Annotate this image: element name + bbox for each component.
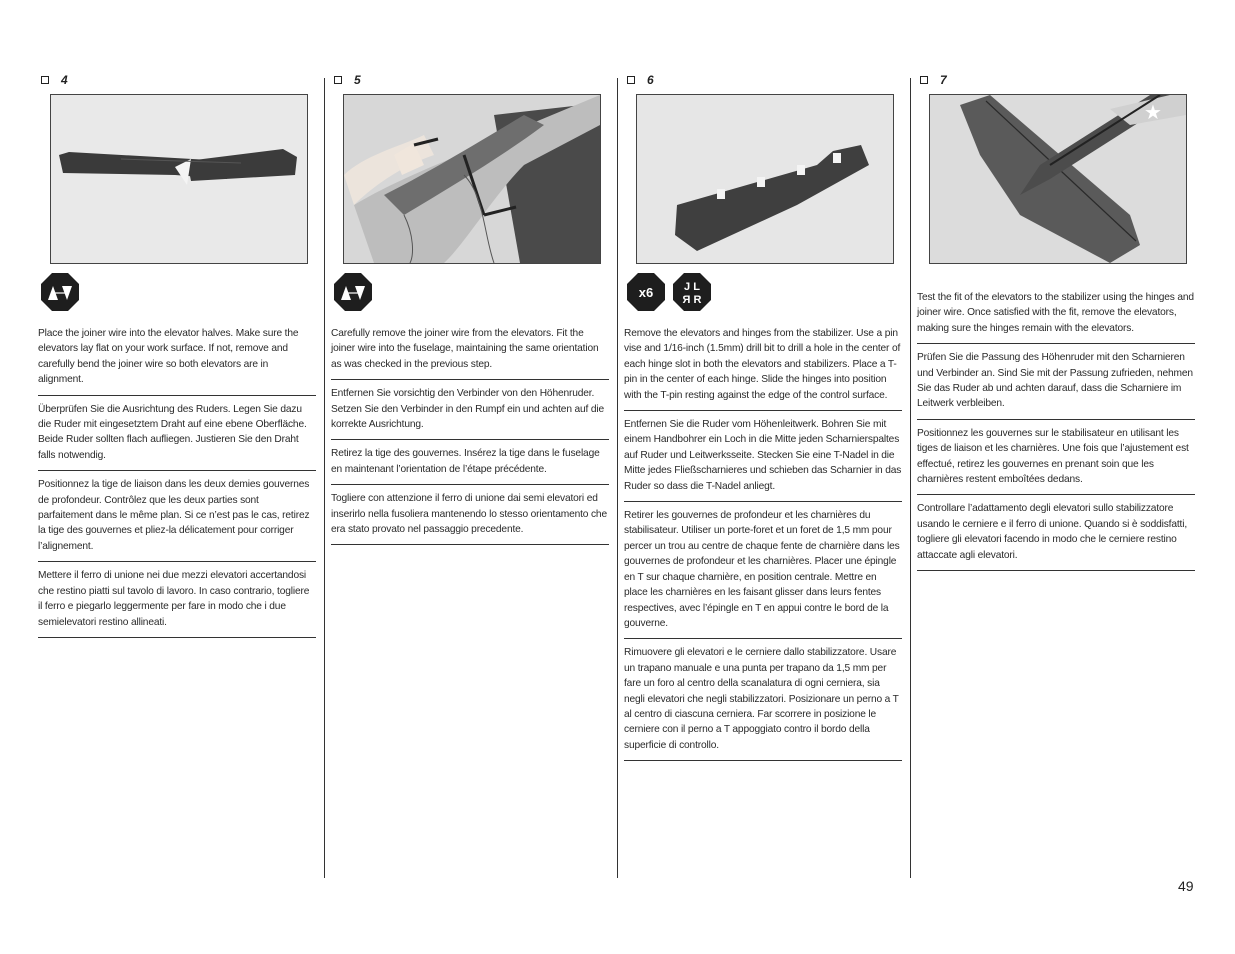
step-photo-stabilizer-fit <box>929 94 1187 264</box>
paragraph-english: Place the joiner wire into the elevator halves. Make sure the elevators lay flat on your work surface. If not, remove and carefully bend the joiner wire so both elevators are in alignment. <box>38 326 316 396</box>
step-header <box>917 70 1197 90</box>
tpin-icon <box>672 272 712 312</box>
instruction-text <box>917 290 1195 571</box>
step-number: 4 <box>61 73 68 87</box>
step-4 <box>38 70 318 628</box>
paragraph-german: Prüfen Sie die Passung des Höhenruder mit den Scharnieren und Verbinder an. Sind Sie mit der Passung zufrieden, nehmen Sie das Ruder ab und achten darauf, dass die Scharniere im Leitwerk verbleiben. <box>917 344 1195 420</box>
step-photo-fuselage-joiner <box>343 94 601 264</box>
step-checkbox[interactable] <box>627 76 635 84</box>
step-header <box>624 70 904 90</box>
paragraph-german: Entfernen Sie die Ruder vom Höhenleitwerk. Bohren Sie mit einem Handbohrer ein Loch in die Mitte jeden Scharnierspaltes auf Ruder und Leitwerksseite. Stecken Sie eine T-Nadel in die Mitte jedes Fließscharnieres und schieben das Scharnier in das Ruder so dass die T-Nadel anliegt. <box>624 411 902 502</box>
paragraph-italian: Mettere il ferro di unione nei due mezzi elevatori accertandosi che restino piatti sul tavolo di lavoro. In caso contrario, togliere il ferro e piegarlo leggermente per fare in modo che i due semielevatori restino allineati. <box>38 562 316 638</box>
paragraph-french: Retirer les gouvernes de profondeur et les charnières du stabilisateur. Utiliser un porte-foret et un foret de 1,5 mm pour percer un trou au centre de chaque fente de charnière dans les gouvernes de profondeur et les charnières. Placer une épingle en T sur chaque charnière, en position centrale. Mettre en place les charnières en les faisant glisser dans leurs fentes respectives, avec l’épingle en T en appui contre le bord de la gouverne. <box>624 502 902 639</box>
svg-text:J L: J L <box>684 281 700 293</box>
page-number: 49 <box>1178 878 1194 894</box>
step-checkbox[interactable] <box>41 76 49 84</box>
paragraph-english: Test the fit of the elevators to the stabilizer using the hinges and joiner wire. Once satisfied with the fit, remove the elevators, making sure the hinges remain with the elevators. <box>917 290 1195 344</box>
step-6 <box>624 70 904 751</box>
step-number: 5 <box>354 73 361 87</box>
paragraph-italian: Togliere con attenzione il ferro di unione dai semi elevatori ed inserirlo nella fusoliera mantenendo lo stesso orientamento che era stato provato nel passaggio precedente. <box>331 485 609 545</box>
icon-row <box>40 272 80 312</box>
alignment-icon <box>333 272 373 312</box>
step-header <box>331 70 611 90</box>
paragraph-italian: Controllare l’adattamento degli elevatori sullo stabilizzatore usando le cerniere e il ferro di unione. Quando si è soddisfatti, togliere gli elevatori facendo in modo che le cerniere restino attaccate agli elevatori. <box>917 495 1195 571</box>
paragraph-german: Überprüfen Sie die Ausrichtung des Ruders. Legen Sie dazu die Ruder mit eingesetztem Draht auf eine ebene Oberfläche. Beide Ruder sollten flach aufliegen. Justieren Sie den Draht falls notwendig. <box>38 396 316 472</box>
step-number: 7 <box>940 73 947 87</box>
paragraph-italian: Rimuovere gli elevatori e le cerniere dallo stabilizzatore. Usare un trapano manuale e una punta per trapano da 1,5 mm per fare un foro al centro della scanalatura di ogni cerniera, sia negli elevatori che negli stabilizzatori. Posizionare un perno a T al centro di ciascuna cerniera. Far scorrere in posizione le cerniere con il perno a T appoggiato contro il bordo della superficie di controllo. <box>624 639 902 761</box>
column-divider <box>910 78 911 878</box>
step-7 <box>917 70 1197 561</box>
svg-text:★: ★ <box>1144 100 1162 124</box>
paragraph-english: Remove the elevators and hinges from the stabilizer. Use a pin vise and 1/16-inch (1.5mm) drill bit to drill a hole in the center of each hinge slot in both the elevators and stabilizers. Place a T-pin in the center of each hinge. Slide the hinges into position with the T-pin resting against the edge of the control surface. <box>624 326 902 411</box>
icon-row <box>333 272 373 312</box>
alignment-icon <box>40 272 80 312</box>
paragraph-french: Positionnez les gouvernes sur le stabilisateur en utilisant les tiges de liaison et les charnières. Une fois que l’ajustement est effectué, retirez les gouvernes en prenant soin que les charnières restent emboîtées dedans. <box>917 420 1195 496</box>
paragraph-german: Entfernen Sie vorsichtig den Verbinder von den Höhenruder. Setzen Sie den Verbinder in den Rumpf ein und achten auf die korrekte Ausrichtung. <box>331 380 609 440</box>
x6-icon <box>626 272 666 312</box>
step-header <box>38 70 318 90</box>
column-divider <box>324 78 325 878</box>
instruction-text <box>38 326 316 638</box>
step-photo-elevator-halves <box>50 94 308 264</box>
step-5 <box>331 70 611 536</box>
paragraph-english: Carefully remove the joiner wire from the elevators. Fit the joiner wire into the fuselage, maintaining the same orientation as was checked in the previous step. <box>331 326 609 380</box>
instruction-text <box>624 326 902 761</box>
column-divider <box>617 78 618 878</box>
instruction-text <box>331 326 609 545</box>
step-number: 6 <box>647 73 654 87</box>
step-checkbox[interactable] <box>334 76 342 84</box>
step-checkbox[interactable] <box>920 76 928 84</box>
paragraph-french: Retirez la tige des gouvernes. Insérez la tige dans le fuselage en maintenant l’orientation de l’étape précédente. <box>331 440 609 485</box>
svg-text:Я R: Я R <box>682 294 702 306</box>
x6-label: x6 <box>638 285 654 300</box>
step-photo-elevator-hinges <box>636 94 894 264</box>
icon-row <box>626 272 712 312</box>
paragraph-french: Positionnez la tige de liaison dans les deux demies gouvernes de profondeur. Contrôlez que les deux parties sont parfaitement dans le même plan. Si ce n’est pas le cas, retirez la tige des gouvernes et pliez-la délicatement pour corriger l’alignement. <box>38 471 316 562</box>
